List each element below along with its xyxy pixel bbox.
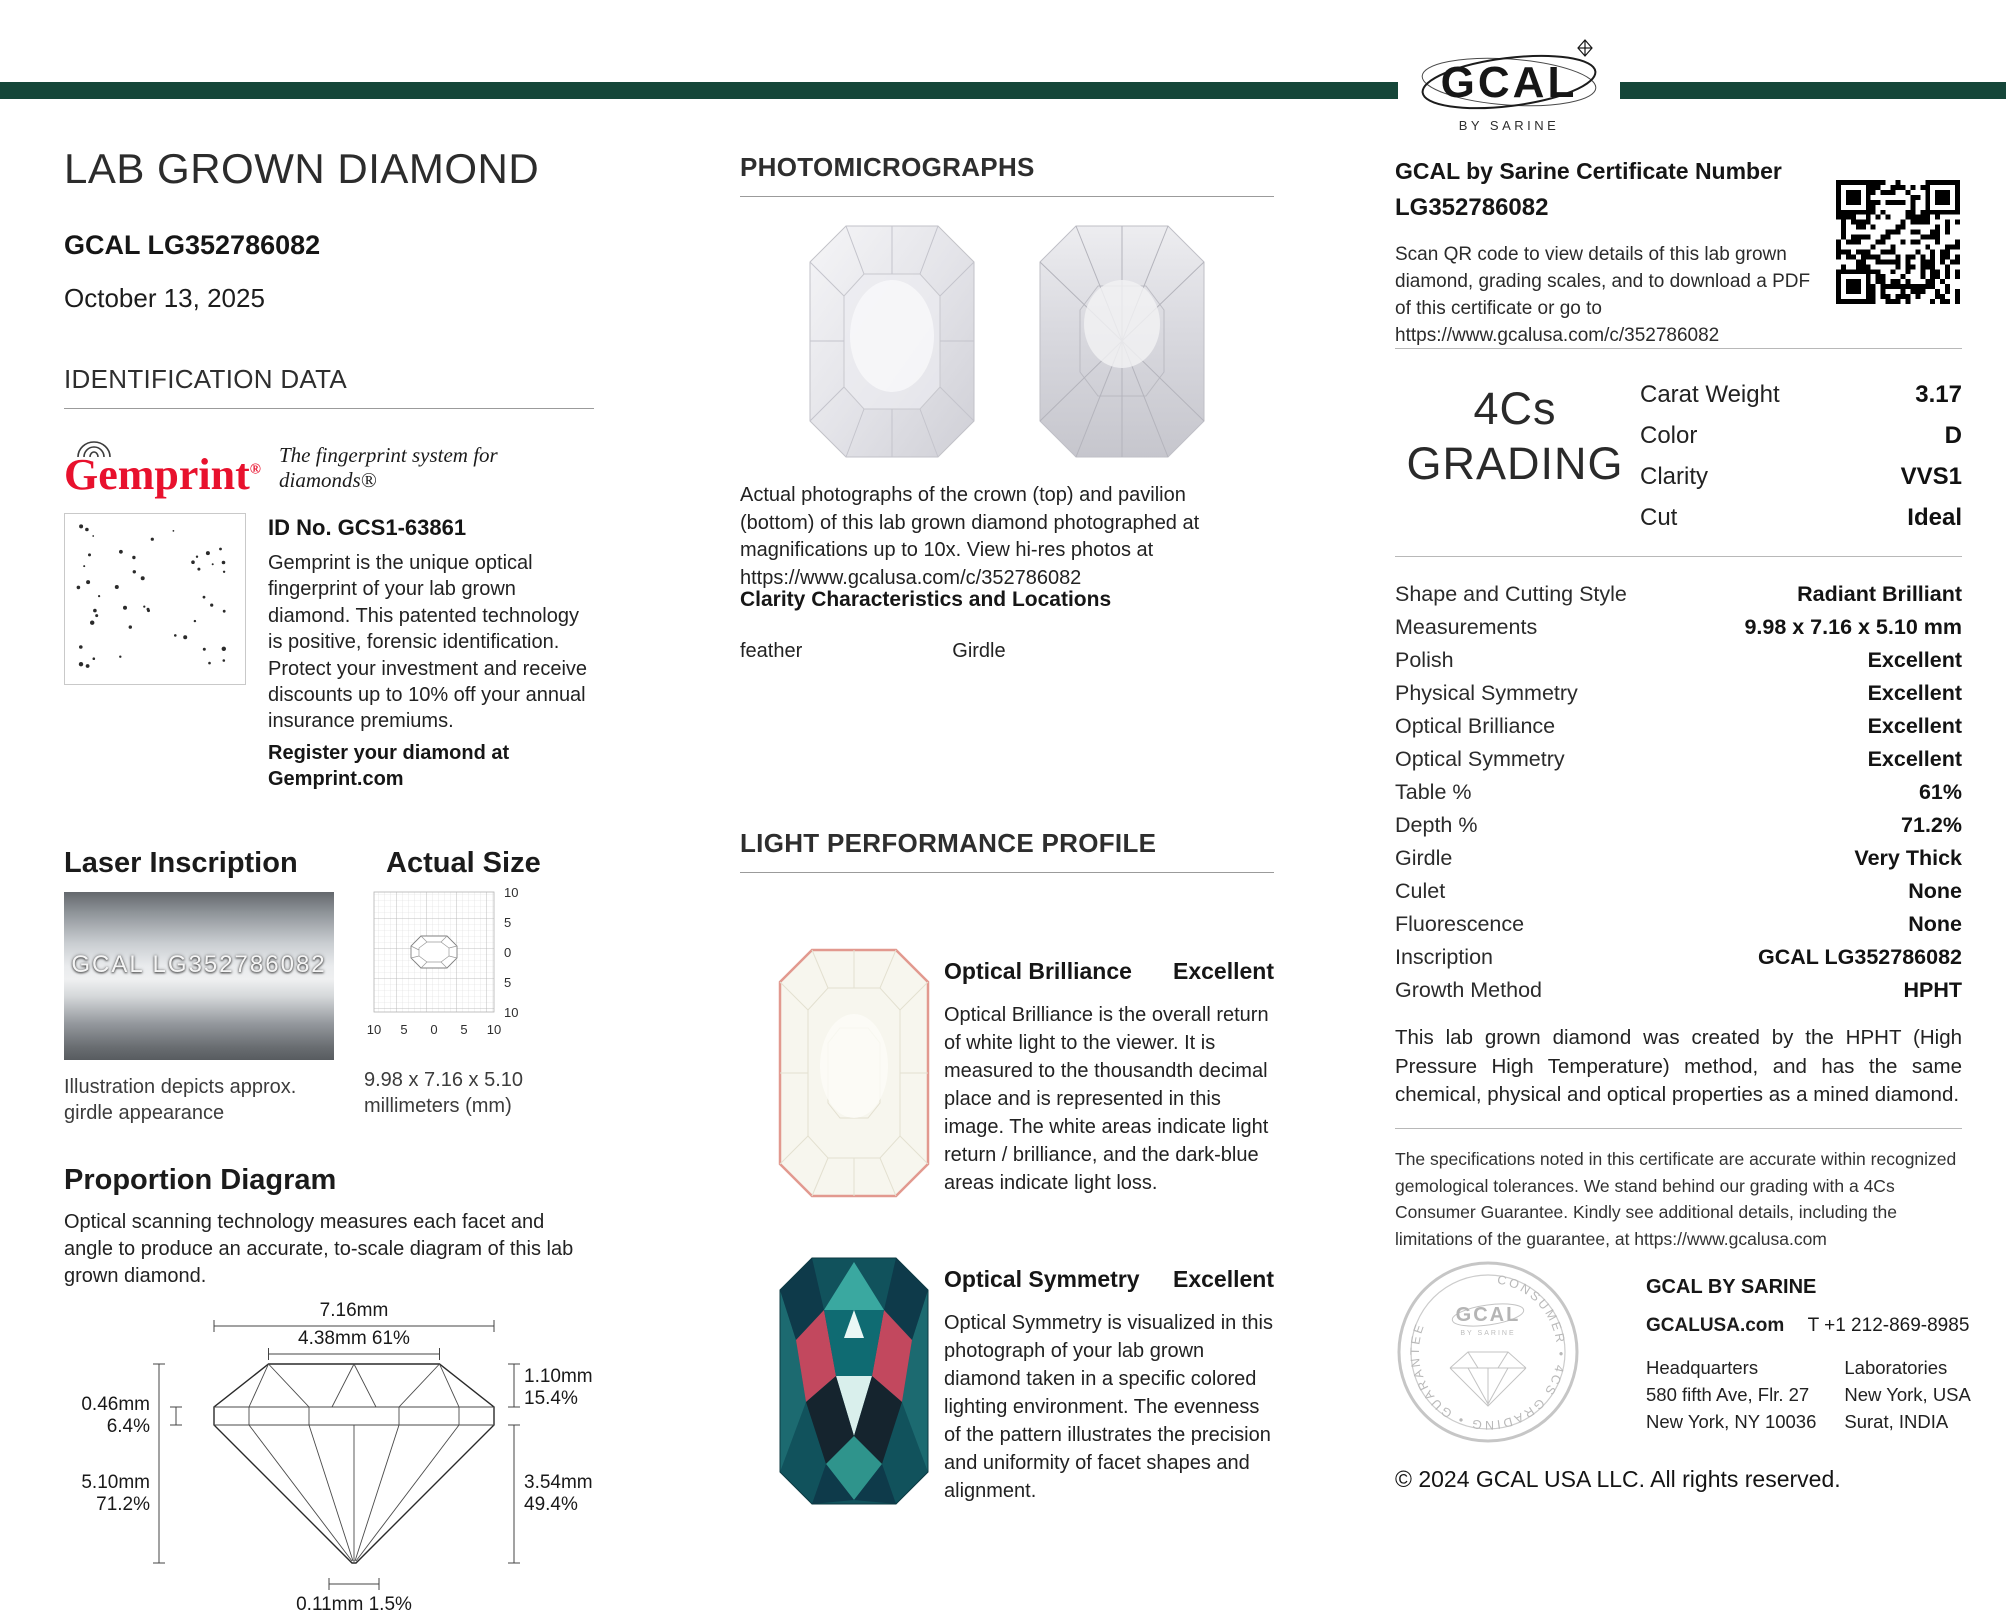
spec-label: Depth % xyxy=(1395,813,1478,837)
svg-text:0.46mm: 0.46mm xyxy=(81,1394,150,1416)
proportion-description: Optical scanning technology measures each facet and angle to produce an accurate, to-scale diagram of this lab grown diamond. xyxy=(64,1211,574,1288)
svg-text:0.11mm 1.5%: 0.11mm 1.5% xyxy=(296,1594,412,1616)
contact-line xyxy=(1646,1315,1976,1337)
gcal-logo-tagline: BY SARINE xyxy=(1458,118,1560,133)
spec-value: Excellent xyxy=(1867,681,1962,705)
certificate-id: GCAL LG352786082 xyxy=(64,230,321,260)
spec-value: Very Thick xyxy=(1854,846,1962,870)
svg-text:10: 10 xyxy=(504,1004,519,1020)
svg-text:GCAL: GCAL xyxy=(1455,1304,1521,1326)
grading-label: Clarity xyxy=(1640,462,1709,490)
spec-label: Measurements xyxy=(1395,615,1538,639)
labs-line2: Surat, INDIA xyxy=(1844,1410,1949,1432)
grading-value: D xyxy=(1944,421,1962,449)
grading-label: Cut xyxy=(1640,503,1678,531)
spec-value: HPHT xyxy=(1903,978,1962,1002)
clarity-location: Girdle xyxy=(952,640,1006,662)
gcal-logo-text: GCAL xyxy=(1440,58,1578,107)
disclaimer: The specifications noted in this certificate are accurate within recognized gemological tolerances. We stand behind our grading with a 4Cs Consumer Guarantee. Kindly see additional details, including the limitations of the guarantee, at https://www.gcalusa.com xyxy=(1395,1149,1957,1249)
grading-title-line2: GRADING xyxy=(1406,437,1624,489)
grading-value: 3.17 xyxy=(1915,380,1962,408)
spec-label: Shape and Cutting Style xyxy=(1395,582,1627,606)
spec-label: Optical Brilliance xyxy=(1395,714,1556,738)
optical-brilliance-grade: Excellent xyxy=(1173,958,1274,984)
grading-rows xyxy=(1640,374,1962,538)
headquarters-address xyxy=(1646,1355,1816,1435)
grading-value: VVS1 xyxy=(1900,462,1962,490)
spec-value: Radiant Brilliant xyxy=(1797,582,1962,606)
spec-row xyxy=(1395,710,1962,743)
svg-text:4.38mm 61%: 4.38mm 61% xyxy=(298,1328,410,1350)
hq-line2: New York, NY 10036 xyxy=(1646,1410,1817,1432)
actual-size-diamond xyxy=(411,936,457,968)
spec-label: Physical Symmetry xyxy=(1395,681,1578,705)
svg-text:71.2%: 71.2% xyxy=(96,1494,150,1516)
inscription-caption-line1: Illustration depicts approx. xyxy=(64,1075,297,1098)
gemprint-word: Gemprint xyxy=(64,450,250,499)
left-column xyxy=(64,145,594,1621)
svg-text:5: 5 xyxy=(400,1021,408,1037)
spec-label: Table % xyxy=(1395,780,1472,804)
photomicrographs-heading: PHOTOMICROGRAPHS xyxy=(740,152,1274,197)
spec-row xyxy=(1395,809,1962,842)
photomicrographs-caption: Actual photographs of the crown (top) and pavilion (bottom) of this lab grown diamond photographed at magnifications up to 10x. View hi-res photos at https://www.gcalusa.com/c/352786082 xyxy=(740,484,1200,589)
svg-text:7.16mm: 7.16mm xyxy=(319,1300,389,1322)
spec-row xyxy=(1395,842,1962,875)
spec-row xyxy=(1395,941,1962,974)
website: GCALUSA.com xyxy=(1646,1315,1785,1336)
inscription-caption-line2: girdle appearance xyxy=(64,1101,225,1124)
fingerprint-icon xyxy=(74,438,114,458)
contact-block xyxy=(1646,1276,1976,1435)
gemprint-description: Gemprint is the unique optical fingerprint of your lab grown diamond. This patented technology is positive, forensic identification. Protect your investment and receive discounts up to 10% off your annual insurance premiums. xyxy=(268,552,588,733)
spec-value: GCAL LG352786082 xyxy=(1758,945,1962,969)
page-title: LAB GROWN DIAMOND xyxy=(64,145,540,192)
growth-method-note: This lab grown diamond was created by the HPHT (High Pressure High Temperature) method, and has the same chemical, physical and optical properties as a mined diamond. xyxy=(1395,1026,1962,1107)
spec-label: Fluorescence xyxy=(1395,912,1525,936)
grading-title xyxy=(1395,382,1635,492)
optical-symmetry-grade: Excellent xyxy=(1173,1266,1274,1292)
hq-label: Headquarters xyxy=(1646,1357,1759,1378)
laboratories-address xyxy=(1844,1355,1970,1435)
grading-value: Ideal xyxy=(1907,503,1962,531)
company-name: GCAL BY SARINE xyxy=(1646,1276,1817,1298)
svg-text:10: 10 xyxy=(504,884,519,900)
svg-text:5: 5 xyxy=(504,914,512,930)
laser-inscription-image xyxy=(64,892,334,1060)
gcal-logo xyxy=(1398,26,1620,146)
svg-text:3.54mm: 3.54mm xyxy=(524,1472,593,1494)
qr-code xyxy=(1836,180,1960,304)
grading-row xyxy=(1640,497,1962,538)
spec-row xyxy=(1395,908,1962,941)
seal-diamond-icon xyxy=(1450,1352,1526,1406)
actual-size-section xyxy=(364,847,594,1127)
gemprint-text xyxy=(268,513,594,793)
svg-text:BY SARINE: BY SARINE xyxy=(1460,1330,1516,1337)
spec-value: 71.2% xyxy=(1901,813,1962,837)
spec-row xyxy=(1395,875,1962,908)
svg-text:5: 5 xyxy=(504,974,512,990)
actual-size-heading: Actual Size xyxy=(386,846,541,879)
gemprint-scatter-image xyxy=(64,513,246,685)
svg-text:5.10mm: 5.10mm xyxy=(81,1472,150,1494)
svg-text:10: 10 xyxy=(486,1021,502,1037)
spec-label: Girdle xyxy=(1395,846,1453,870)
optical-symmetry-title: Optical Symmetry xyxy=(944,1266,1140,1292)
inscription-caption xyxy=(64,1074,334,1127)
seal-text: CONSUMER • 4CS GRADING • GUARANTEE xyxy=(1407,1272,1569,1433)
spec-label: Growth Method xyxy=(1395,978,1542,1002)
spec-row xyxy=(1395,644,1962,677)
divider xyxy=(1395,1128,1962,1129)
divider xyxy=(1395,348,1962,349)
actual-size-grid xyxy=(366,884,556,1048)
spec-row xyxy=(1395,743,1962,776)
seal-logo xyxy=(1451,1300,1525,1337)
copyright: © 2024 GCAL USA LLC. All rights reserved. xyxy=(1395,1466,1841,1492)
phone: T +1 212-869-8985 xyxy=(1807,1315,1970,1336)
laser-inscription-section xyxy=(64,847,334,1127)
spec-value: 9.98 x 7.16 x 5.10 mm xyxy=(1744,615,1962,639)
labs-label: Laboratories xyxy=(1844,1357,1948,1378)
svg-text:10: 10 xyxy=(366,1021,382,1037)
optical-symmetry-description: Optical Symmetry is visualized in this photograph of your lab grown diamond taken in a specific colored lighting environment. The evenness of the pattern illustrates the precision and uniformity of facet shapes and alignment. xyxy=(944,1312,1273,1502)
top-accent-bar xyxy=(0,82,2006,99)
hq-line1: 580 fifth Ave, Flr. 27 xyxy=(1646,1383,1810,1405)
spec-label: Inscription xyxy=(1395,945,1493,969)
grading-label: Carat Weight xyxy=(1640,380,1780,408)
optical-brilliance-section xyxy=(944,958,1274,1197)
svg-text:0: 0 xyxy=(430,1021,438,1037)
svg-text:1.10mm: 1.10mm xyxy=(524,1366,593,1388)
proportion-diagram xyxy=(64,1300,594,1616)
spec-row xyxy=(1395,611,1962,644)
pavilion-photo xyxy=(1038,224,1206,459)
grading-row xyxy=(1640,415,1962,456)
laser-inscription-heading: Laser Inscription xyxy=(64,846,298,879)
gemprint-register-note: Register your diamond at Gemprint.com xyxy=(268,741,510,791)
diamond-icon xyxy=(1578,40,1592,56)
certificate-date: October 13, 2025 xyxy=(64,283,265,313)
spec-value: 61% xyxy=(1918,780,1962,804)
svg-text:0: 0 xyxy=(504,944,512,960)
svg-text:6.4%: 6.4% xyxy=(106,1416,150,1438)
spec-value: Excellent xyxy=(1867,747,1962,771)
clarity-characteristics-heading: Clarity Characteristics and Locations xyxy=(740,588,1112,611)
grading-title-line1: 4Cs xyxy=(1473,383,1557,434)
consumer-guarantee-seal xyxy=(1392,1256,1584,1453)
inscription-and-size-row xyxy=(64,847,594,1127)
optical-brilliance-title: Optical Brilliance xyxy=(944,958,1132,984)
spec-row xyxy=(1395,974,1962,1007)
gemprint-id: ID No. GCS1-63861 xyxy=(268,515,467,540)
optical-symmetry-image xyxy=(778,1256,930,1506)
gemprint-block xyxy=(64,513,594,793)
spec-label: Optical Symmetry xyxy=(1395,747,1565,771)
labs-line1: New York, USA xyxy=(1844,1383,1971,1405)
grading-row xyxy=(1640,374,1962,415)
spec-row xyxy=(1395,578,1962,611)
spec-row xyxy=(1395,677,1962,710)
specifications-table xyxy=(1395,578,1962,1007)
gemprint-header xyxy=(64,443,594,497)
actual-size-caption xyxy=(364,1067,594,1120)
proportion-heading: Proportion Diagram xyxy=(64,1164,337,1197)
gemprint-tagline: The fingerprint system for diamonds® xyxy=(278,443,498,492)
gcal-logo-graphic xyxy=(1404,28,1614,144)
grading-label: Color xyxy=(1640,421,1698,449)
svg-text:5: 5 xyxy=(460,1021,468,1037)
identification-heading: IDENTIFICATION DATA xyxy=(64,364,594,409)
certificate-number-label: GCAL by Sarine Certificate Number xyxy=(1395,158,1782,184)
inscription-text: GCAL LG352786082 xyxy=(71,951,327,979)
optical-brilliance-image xyxy=(778,948,930,1198)
actual-size-caption-line2: millimeters (mm) xyxy=(364,1094,512,1117)
crown-photo xyxy=(808,224,976,459)
spec-label: Polish xyxy=(1395,648,1454,672)
divider xyxy=(1395,556,1962,557)
optical-brilliance-description: Optical Brilliance is the overall return of white light to the viewer. It is measured to the thousandth decimal place and is represented in this image. The white areas indicate light return / brilliance, and the dark-blue areas indicate light loss. xyxy=(944,1004,1269,1194)
registered-mark: ® xyxy=(249,461,261,478)
light-performance-heading: LIGHT PERFORMANCE PROFILE xyxy=(740,828,1274,873)
clarity-characteristics-row xyxy=(740,640,1006,663)
svg-text:15.4%: 15.4% xyxy=(524,1388,578,1410)
spec-value: Excellent xyxy=(1867,648,1962,672)
spec-value: None xyxy=(1908,912,1962,936)
grading-row xyxy=(1640,456,1962,497)
spec-label: Culet xyxy=(1395,879,1446,903)
actual-size-caption-line1: 9.98 x 7.16 x 5.10 xyxy=(364,1068,524,1091)
spec-row xyxy=(1395,776,1962,809)
spec-value: Excellent xyxy=(1867,714,1962,738)
photomicrographs-images xyxy=(740,224,1274,459)
optical-symmetry-section xyxy=(944,1266,1274,1505)
svg-text:49.4%: 49.4% xyxy=(524,1494,578,1516)
spec-value: None xyxy=(1908,879,1962,903)
qr-instructions: Scan QR code to view details of this lab grown diamond, grading scales, and to download a PDF of this certificate or go to https://www.gcalusa.com/c/352786082 xyxy=(1395,244,1811,346)
gemprint-logo xyxy=(64,450,261,499)
clarity-characteristic: feather xyxy=(740,640,803,662)
certificate-number: LG352786082 xyxy=(1395,194,1549,221)
